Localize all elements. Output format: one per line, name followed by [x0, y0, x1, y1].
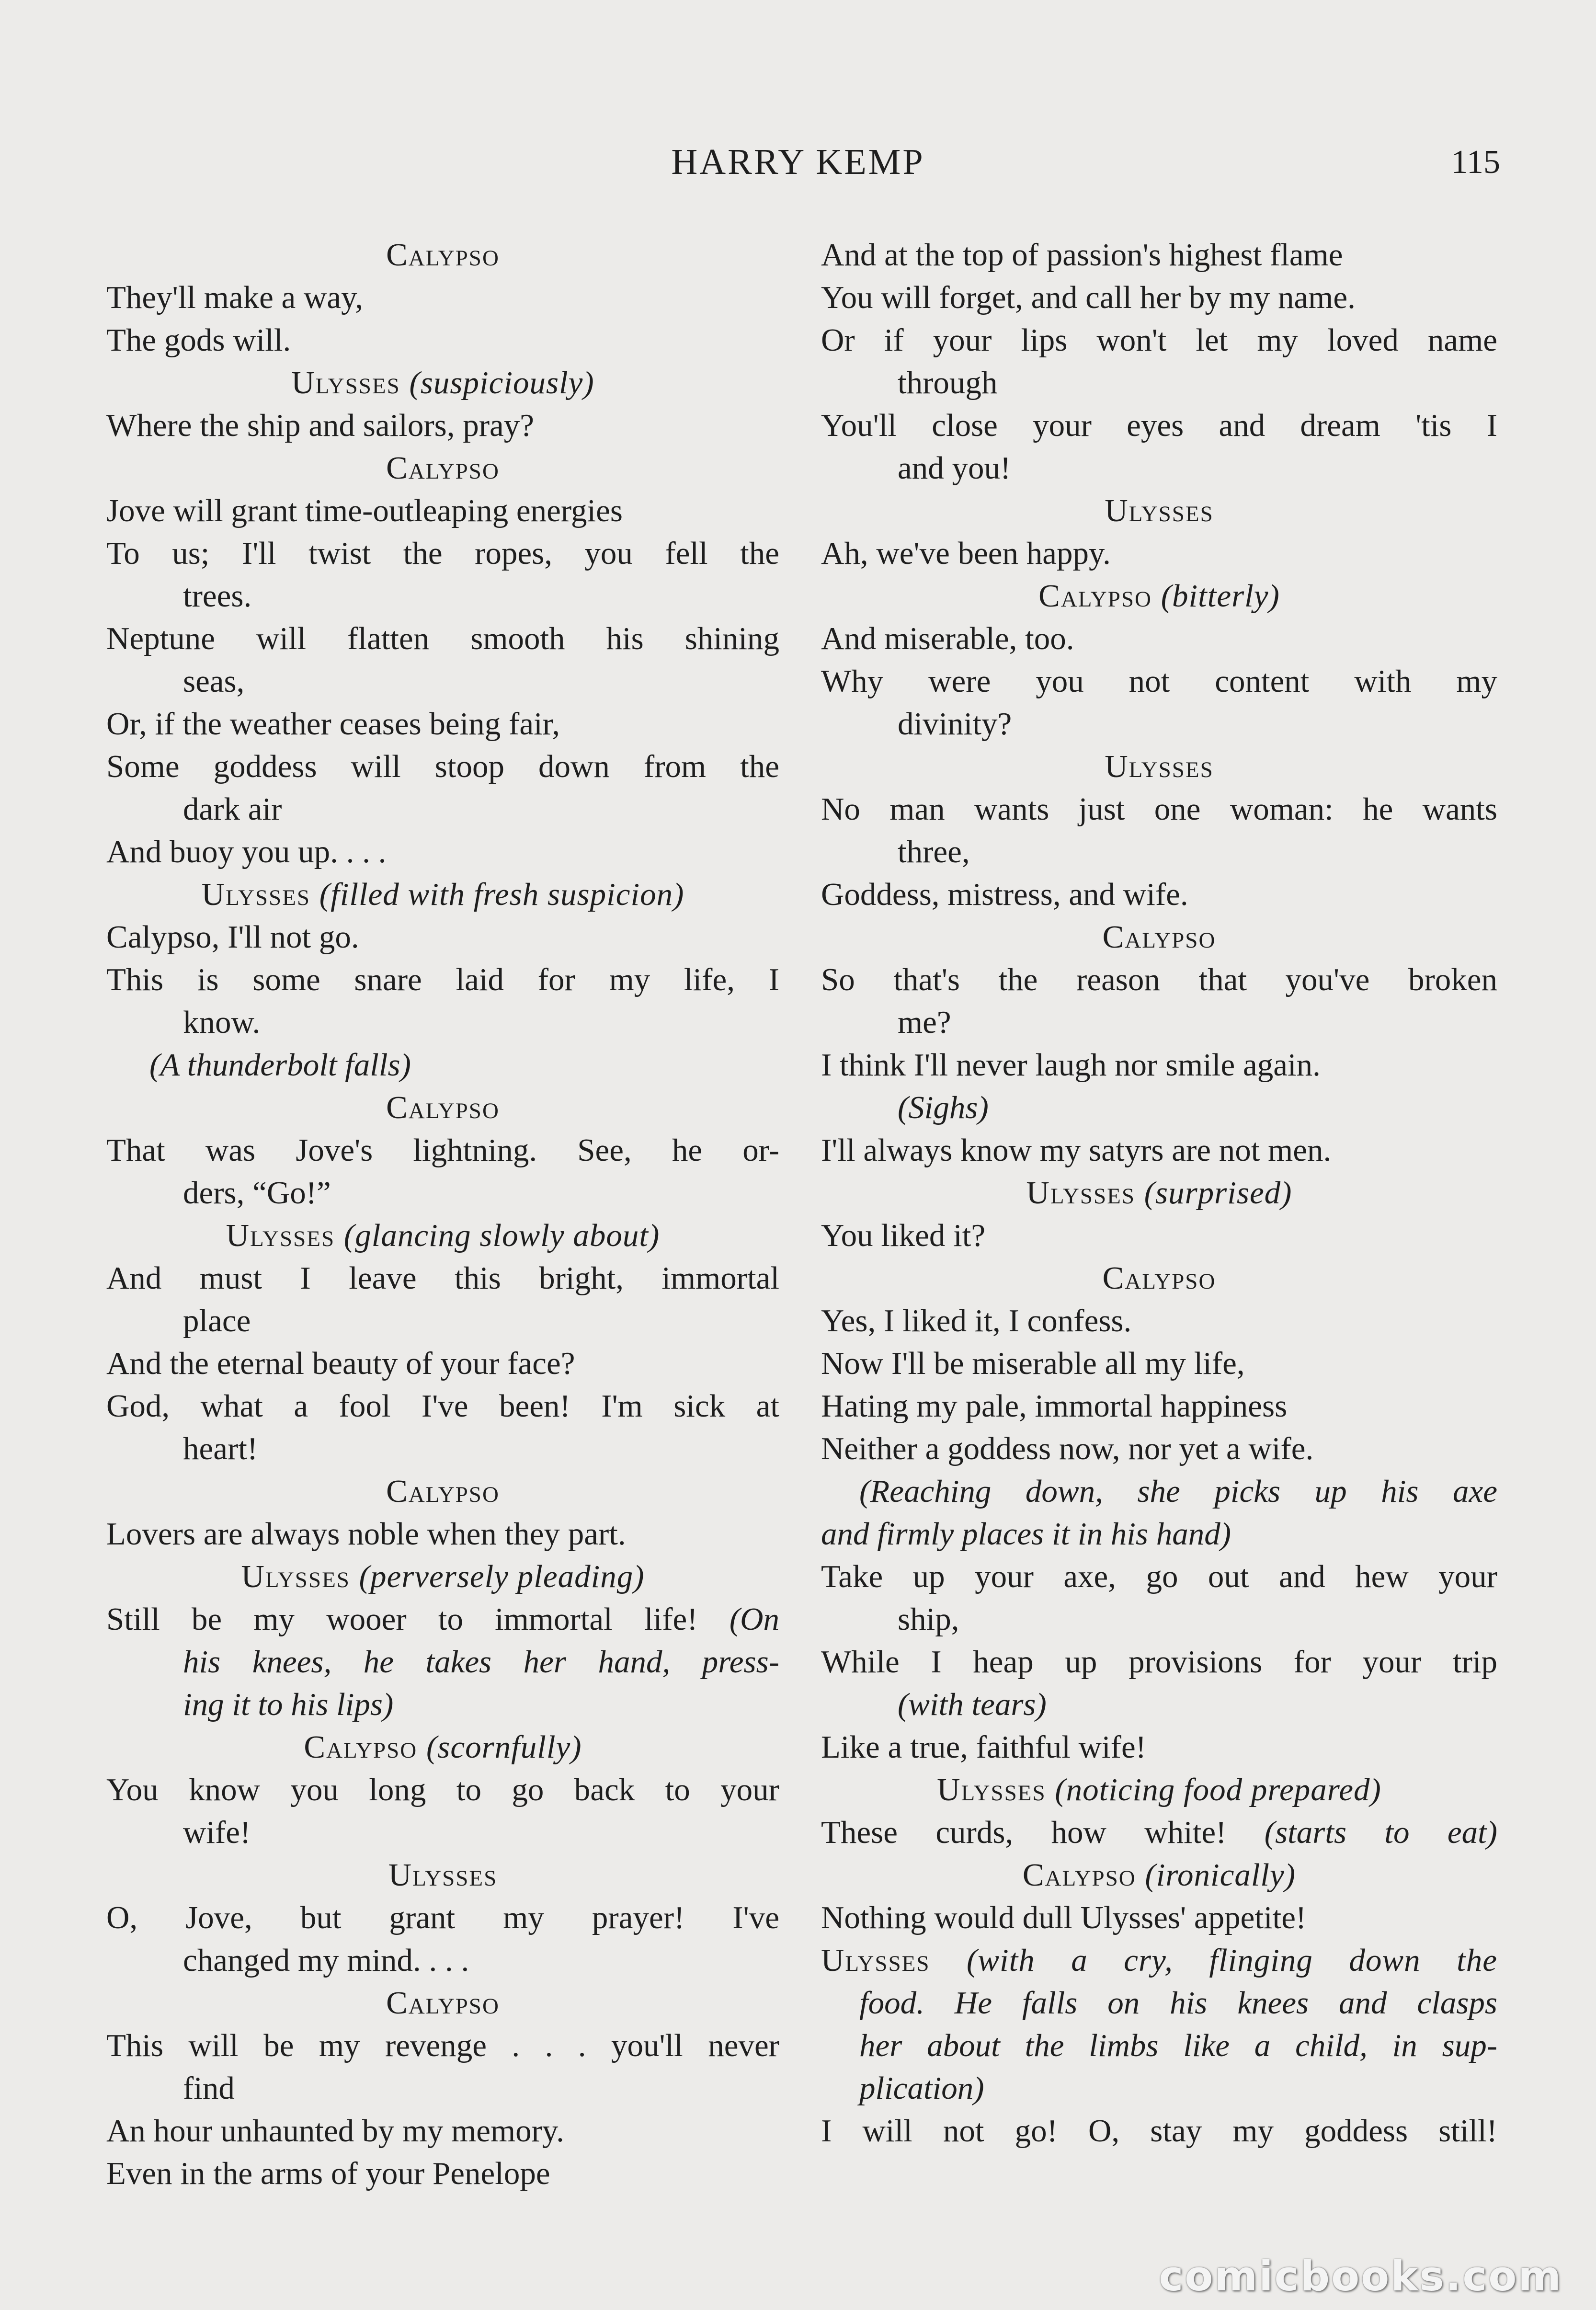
speaker-heading: [821, 575, 1497, 618]
speaker-name: Ulysses: [291, 365, 400, 400]
stage-direction: (glancing slowly about): [343, 1218, 660, 1253]
verse-line: You will forget, and call her by my name.: [821, 280, 1356, 315]
verse-line: O, Jove, but grant my prayer! I've: [106, 1900, 779, 1935]
speaker-heading: [106, 1982, 779, 2024]
left-column: [106, 234, 779, 2195]
verse-line: [106, 1598, 779, 1641]
verse-line: Nothing would dull Ulysses' appetite!: [821, 1900, 1307, 1935]
verse-line: And buoy you up. . . .: [106, 834, 387, 869]
speaker-name: Ulysses: [201, 877, 311, 912]
speaker-name: Ulysses: [241, 1559, 350, 1594]
verse-line: Where the ship and sailors, pray?: [106, 408, 535, 443]
verse-continuation: dark air: [183, 791, 282, 827]
stage-direction: (starts to eat): [1264, 1815, 1497, 1850]
speaker-name: Calypso: [1022, 1857, 1136, 1893]
verse-continuation: and you!: [898, 450, 1011, 486]
speaker-heading: [821, 1854, 1497, 1897]
speaker-name: Ulysses: [1026, 1175, 1135, 1211]
verse-continuation: wife!: [183, 1815, 251, 1850]
verse-line: Or, if the weather ceases being fair,: [106, 706, 560, 742]
verse-line: To us; I'll twist the ropes, you fell the: [106, 536, 779, 571]
verse-line: Yes, I liked it, I confess.: [821, 1303, 1132, 1338]
speaker-heading: [821, 916, 1497, 959]
speaker-name: Ulysses: [1105, 493, 1214, 528]
watermark: comicbooks.com: [1159, 2253, 1562, 2300]
verse-line: While I heap up provisions for your trip: [821, 1644, 1497, 1680]
verse-line: Hating my pale, immortal happiness: [821, 1388, 1288, 1424]
speaker-heading: [106, 1214, 779, 1257]
stage-direction: (A thunderbolt falls): [149, 1047, 411, 1083]
stage-direction: (suspiciously): [409, 365, 594, 400]
verse-line: God, what a fool I've been! I'm sick at: [106, 1388, 779, 1424]
verse-line: Even in the arms of your Penelope: [106, 2156, 550, 2191]
verse-continuation: three,: [898, 834, 970, 869]
speaker-heading: [821, 1769, 1497, 1811]
speaker-heading: [106, 1555, 779, 1598]
verse-line: And the eternal beauty of your face?: [106, 1346, 575, 1381]
stage-direction: (surprised): [1144, 1175, 1292, 1211]
verse-line: I'll always know my satyrs are not men.: [821, 1132, 1332, 1168]
verse-continuation: me?: [898, 1005, 951, 1040]
speaker-heading: [821, 490, 1497, 532]
verse-line: Calypso, I'll not go.: [106, 919, 359, 955]
stage-direction: her about the limbs like a child, in sup-: [859, 2028, 1497, 2063]
verse-continuation: trees.: [183, 578, 252, 614]
speaker-name: Calypso: [386, 1090, 500, 1125]
verse-line: I will not go! O, stay my goddess still!: [821, 2113, 1497, 2149]
verse-continuation: place: [183, 1303, 251, 1338]
stage-direction: (noticing food prepared): [1055, 1772, 1381, 1807]
verse-line: So that's the reason that you've broken: [821, 962, 1497, 997]
speaker-heading: [821, 1257, 1497, 1300]
verse-line: This is some snare laid for my life, I: [106, 962, 779, 997]
speaker-heading: [106, 1854, 779, 1897]
verse-continuation: ship,: [898, 1601, 959, 1637]
verse-line: Why were you not content with my: [821, 663, 1497, 699]
verse-continuation: seas,: [183, 663, 245, 699]
speaker-name: Calypso: [386, 1985, 500, 2021]
verse-line: I think I'll never laugh nor smile again.: [821, 1047, 1321, 1083]
speaker-name: Ulysses: [226, 1218, 335, 1253]
verse-line: Jove will grant time-outleaping energies: [106, 493, 623, 528]
stage-direction: (Sighs): [898, 1090, 989, 1125]
speaker-heading: [821, 1939, 1497, 1982]
speaker-name: Calypso: [386, 1474, 500, 1509]
speaker-heading: [106, 447, 779, 490]
verse-line: This will be my revenge . . . you'll never: [106, 2028, 779, 2063]
verse-line: Neptune will flatten smooth his shining: [106, 621, 779, 656]
speaker-name: Calypso: [1102, 919, 1216, 955]
running-head: HARRY KEMP: [671, 142, 925, 182]
stage-direction: ing it to his lips): [183, 1687, 394, 1722]
verse-line: Take up your axe, go out and hew your: [821, 1559, 1497, 1594]
stage-direction: (perversely pleading): [359, 1559, 645, 1594]
verse-line: Ah, we've been happy.: [821, 536, 1111, 571]
verse-line: Goddess, mistress, and wife.: [821, 877, 1188, 912]
verse-text: Still be my wooer to immortal life!: [106, 1601, 698, 1637]
stage-direction: and firmly places it in his hand): [821, 1516, 1231, 1552]
verse-line: Some goddess will stoop down from the: [106, 749, 779, 784]
verse-line: Like a true, faithful wife!: [821, 1729, 1146, 1765]
verse-line: An hour unhaunted by my memory.: [106, 2113, 564, 2149]
stage-direction: plication): [859, 2070, 984, 2106]
speaker-heading: [106, 234, 779, 276]
verse-continuation: ders, “Go!”: [183, 1175, 331, 1211]
verse-continuation: know.: [183, 1005, 261, 1040]
verse-line: Now I'll be miserable all my life,: [821, 1346, 1245, 1381]
stage-direction: (with a cry, flinging down the: [967, 1943, 1497, 1978]
verse-line: Or if your lips won't let my loved name: [821, 322, 1497, 358]
speaker-name: Ulysses: [937, 1772, 1046, 1807]
speaker-name: Calypso: [386, 450, 500, 486]
verse-line: And at the top of passion's highest flame: [821, 237, 1343, 273]
stage-direction: (with tears): [898, 1687, 1047, 1722]
speaker-heading: [106, 873, 779, 916]
page-number: 115: [1451, 144, 1500, 181]
verse-line: Neither a goddess now, nor yet a wife.: [821, 1431, 1314, 1466]
verse-continuation: divinity?: [898, 706, 1012, 742]
verse-line: They'll make a way,: [106, 280, 364, 315]
verse-continuation: through: [898, 365, 998, 400]
stage-direction: food. He falls on his knees and clasps: [859, 1985, 1497, 2021]
verse-line: That was Jove's lightning. See, he or-: [106, 1132, 779, 1168]
right-column: [821, 234, 1497, 2152]
verse-continuation: find: [183, 2070, 235, 2106]
verse-text: These curds, how white!: [821, 1815, 1227, 1850]
stage-direction: his knees, he takes her hand, press-: [183, 1644, 779, 1680]
speaker-heading: [106, 1086, 779, 1129]
stage-direction: (ironically): [1145, 1857, 1296, 1893]
verse-line: No man wants just one woman: he wants: [821, 791, 1497, 827]
verse-continuation: heart!: [183, 1431, 258, 1466]
stage-direction: (scornfully): [426, 1729, 582, 1765]
speaker-heading: [106, 1470, 779, 1513]
speaker-name: Ulysses: [388, 1857, 498, 1893]
speaker-name: Ulysses: [821, 1943, 930, 1978]
verse-line: And must I leave this bright, immortal: [106, 1260, 779, 1296]
speaker-heading: [821, 745, 1497, 788]
verse-line: And miserable, too.: [821, 621, 1074, 656]
stage-direction: (bitterly): [1161, 578, 1280, 614]
speaker-name: Calypso: [1038, 578, 1152, 614]
verse-line: The gods will.: [106, 322, 291, 358]
verse-line: You liked it?: [821, 1218, 986, 1253]
verse-line: [821, 1811, 1497, 1854]
stage-direction: (filled with fresh suspicion): [319, 877, 684, 912]
verse-continuation: changed my mind. . . .: [183, 1943, 469, 1978]
verse-line: You'll close your eyes and dream 'tis I: [821, 408, 1497, 443]
speaker-name: Calypso: [304, 1729, 418, 1765]
stage-direction: (On: [729, 1601, 780, 1637]
speaker-heading: [106, 1726, 779, 1769]
verse-line: You know you long to go back to your: [106, 1772, 779, 1807]
speaker-name: Calypso: [386, 237, 500, 273]
speaker-name: Calypso: [1102, 1260, 1216, 1296]
stage-direction: (Reaching down, she picks up his axe: [859, 1474, 1497, 1509]
speaker-name: Ulysses: [1105, 749, 1214, 784]
speaker-heading: [106, 362, 779, 404]
speaker-heading: [821, 1172, 1497, 1214]
verse-line: Lovers are always noble when they part.: [106, 1516, 626, 1552]
